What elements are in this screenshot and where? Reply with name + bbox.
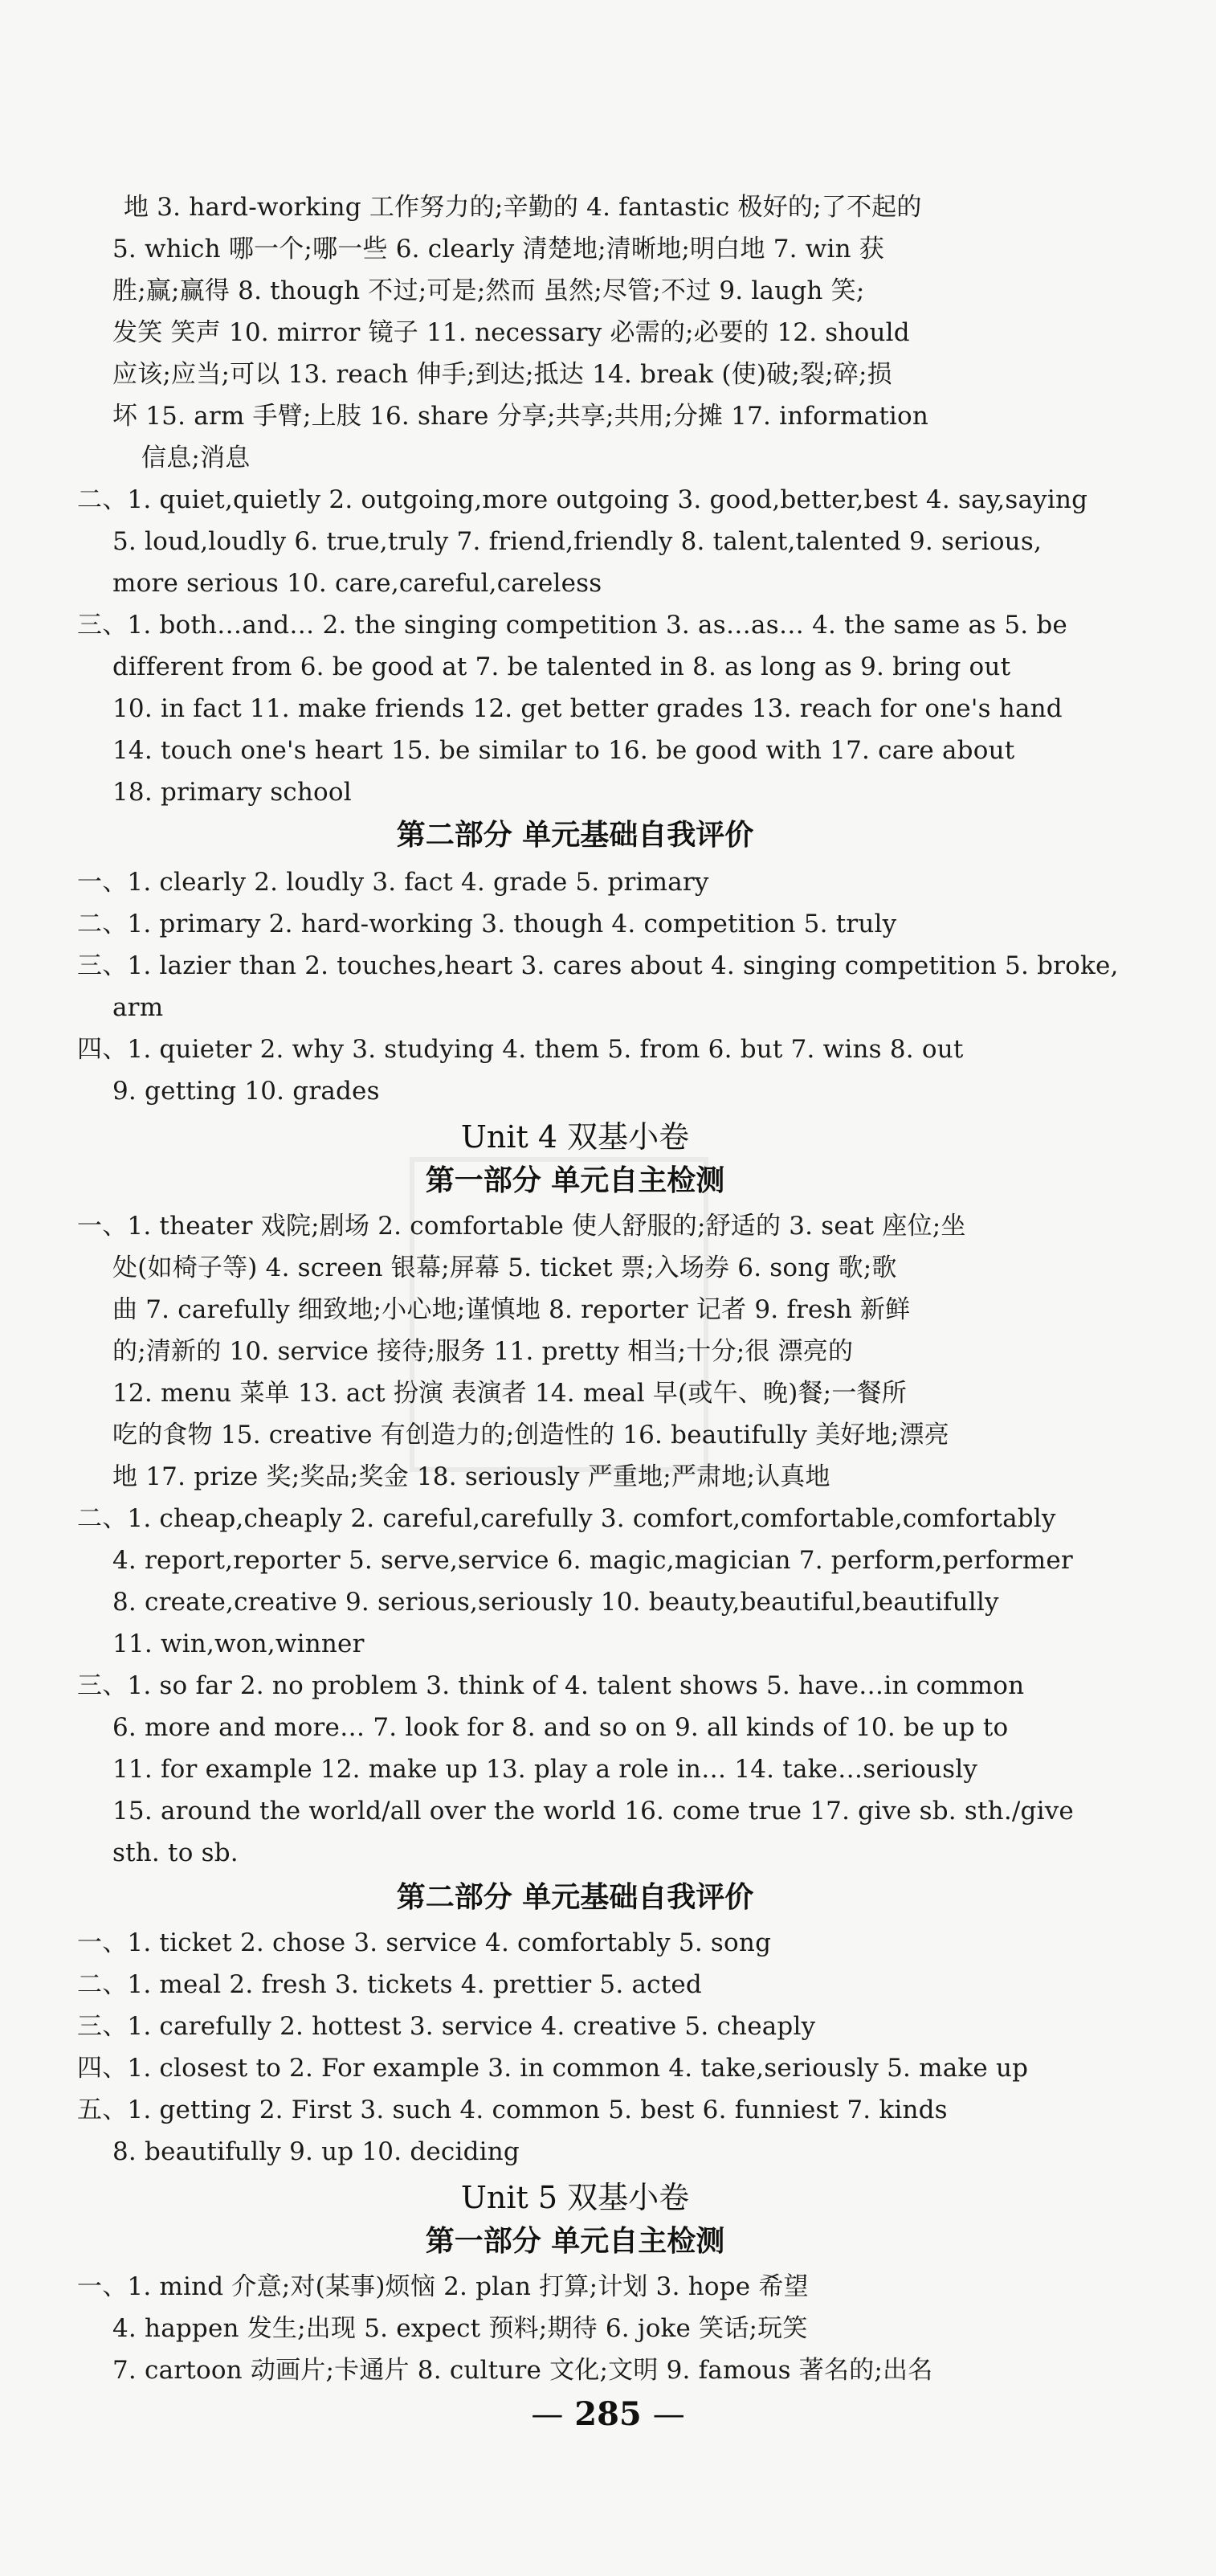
unit-title: Unit 5 双基小卷 xyxy=(460,2180,690,2215)
text-line: 一、1. theater 戏院;剧场 2. comfortable 使人舒服的;舒适的 3. seat 座位;坐 xyxy=(77,1212,966,1241)
unit-title: Unit 4 双基小卷 xyxy=(460,1119,690,1155)
page-number xyxy=(0,2394,1216,2435)
section-heading: 第一部分 单元自主检测 xyxy=(425,1164,725,1197)
text-line: 8. create,creative 9. serious,seriously 10. beauty,beautiful,beautifully xyxy=(112,1588,999,1617)
text-line: 三、1. carefully 2. hottest 3. service 4. creative 5. cheaply xyxy=(77,2012,816,2041)
text-line: 二、1. primary 2. hard-working 3. though 4. competition 5. truly xyxy=(77,910,897,938)
text-line: 一、1. ticket 2. chose 3. service 4. comfortably 5. song xyxy=(77,1928,772,1957)
text-line: 四、1. quieter 2. why 3. studying 4. them 5. from 6. but 7. wins 8. out xyxy=(77,1035,964,1064)
text-line: 四、1. closest to 2. For example 3. in common 4. take,seriously 5. make up xyxy=(77,2054,1029,2083)
text-line: 坏 15. arm 手臂;上肢 16. share 分享;共享;共用;分摊 17. information xyxy=(112,402,929,431)
text-line: 8. beautifully 9. up 10. deciding xyxy=(112,2137,520,2166)
text-line: 地 17. prize 奖;奖品;奖金 18. seriously 严重地;严肃地;认真地 xyxy=(112,1462,830,1491)
text-line: 5. which 哪一个;哪一些 6. clearly 清楚地;清晰地;明白地 7. win 获 xyxy=(112,235,885,264)
text-line: 15. around the world/all over the world 16. come true 17. give sb. sth./give xyxy=(112,1797,1074,1826)
text-line: 7. cartoon 动画片;卡通片 8. culture 文化;文明 9. famous 著名的;出名 xyxy=(112,2356,933,2385)
text-line: 的;清新的 10. service 接待;服务 11. pretty 相当;十分;很 漂亮的 xyxy=(112,1337,854,1366)
text-line: 吃的食物 15. creative 有创造力的;创造性的 16. beautifully 美好地;漂亮 xyxy=(112,1421,949,1450)
text-line: 11. win,won,winner xyxy=(112,1629,365,1658)
page-number-value: 285 xyxy=(574,2395,642,2433)
text-line: 三、1. so far 2. no problem 3. think of 4. talent shows 5. have…in common xyxy=(77,1671,1025,1700)
text-line: different from 6. be good at 7. be talented in 8. as long as 9. bring out xyxy=(112,652,1011,681)
text-line: 12. menu 菜单 13. act 扮演 表演者 14. meal 早(或午、晚)餐;一餐所 xyxy=(112,1379,907,1408)
text-line: 地 3. hard-working 工作努力的;辛勤的 4. fantastic 极好的;了不起的 xyxy=(124,193,922,222)
text-line: 一、1. mind 介意;对(某事)烦恼 2. plan 打算;计划 3. hope 希望 xyxy=(77,2272,809,2301)
text-line: 五、1. getting 2. First 3. such 4. common 5. best 6. funniest 7. kinds xyxy=(77,2096,948,2124)
text-line: 二、1. quiet,quietly 2. outgoing,more outgoing 3. good,better,best 4. say,saying xyxy=(77,485,1088,514)
text-line: 三、1. both…and… 2. the singing competition 3. as…as… 4. the same as 5. be xyxy=(77,611,1067,640)
text-line: sth. to sb. xyxy=(112,1838,239,1867)
text-line: 4. happen 发生;出现 5. expect 预料;期待 6. joke 笑话;玩笑 xyxy=(112,2314,808,2343)
text-line: 6. more and more… 7. look for 8. and so on 9. all kinds of 10. be up to xyxy=(112,1713,1009,1742)
text-line: 14. touch one's heart 15. be similar to 16. be good with 17. care about xyxy=(112,736,1015,765)
text-line: 11. for example 12. make up 13. play a role in… 14. take…seriously xyxy=(112,1755,978,1784)
page-number-dash-right: — xyxy=(652,2396,685,2433)
text-line: 三、1. lazier than 2. touches,heart 3. cares about 4. singing competition 5. broke, xyxy=(77,951,1119,980)
text-line: 发笑 笑声 10. mirror 镜子 11. necessary 必需的;必要的 12. should xyxy=(112,318,910,347)
text-line: arm xyxy=(112,993,164,1022)
text-line: 一、1. clearly 2. loudly 3. fact 4. grade 5. primary xyxy=(77,868,709,897)
section-heading: 第二部分 单元基础自我评价 xyxy=(396,819,754,852)
section-heading: 第一部分 单元自主检测 xyxy=(425,2225,725,2258)
text-line: 5. loud,loudly 6. true,truly 7. friend,friendly 8. talent,talented 9. serious, xyxy=(112,527,1043,556)
text-line: 9. getting 10. grades xyxy=(112,1077,380,1106)
text-line: more serious 10. care,careful,careless xyxy=(112,569,602,598)
text-line: 18. primary school xyxy=(112,778,352,807)
section-heading: 第二部分 单元基础自我评价 xyxy=(396,1881,754,1914)
page-number-dash-left: — xyxy=(531,2396,564,2433)
text-line: 信息;消息 xyxy=(141,444,251,472)
text-line: 二、1. meal 2. fresh 3. tickets 4. prettier 5. acted xyxy=(77,1970,702,1999)
text-line: 应该;应当;可以 13. reach 伸手;到达;抵达 14. break (使)破;裂;碎;损 xyxy=(112,360,892,389)
text-line: 4. report,reporter 5. serve,service 6. magic,magician 7. perform,performer xyxy=(112,1546,1073,1575)
text-line: 曲 7. carefully 细致地;小心地;谨慎地 8. reporter 记者 9. fresh 新鲜 xyxy=(112,1295,911,1324)
text-line: 胜;赢;赢得 8. though 不过;可是;然而 虽然;尽管;不过 9. laugh 笑; xyxy=(112,276,865,305)
text-line: 10. in fact 11. make friends 12. get better grades 13. reach for one's hand xyxy=(112,694,1063,723)
text-line: 二、1. cheap,cheaply 2. careful,carefully 3. comfort,comfortable,comfortably xyxy=(77,1504,1056,1533)
text-line: 处(如椅子等) 4. screen 银幕;屏幕 5. ticket 票;入场券 6. song 歌;歌 xyxy=(112,1253,897,1282)
